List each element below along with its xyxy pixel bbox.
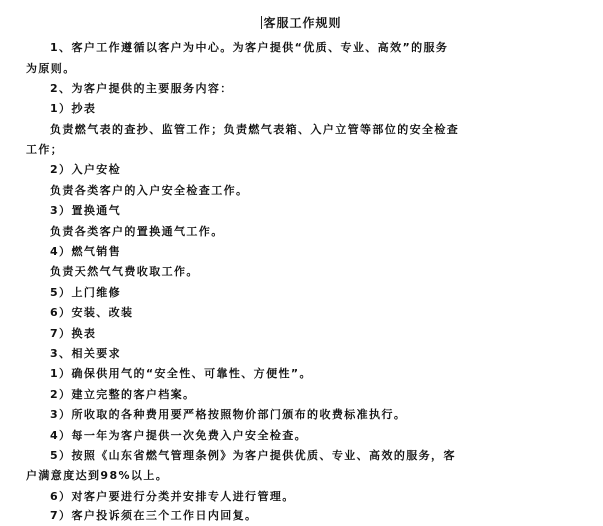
paragraph-line: 5）上门维修 [50,286,122,299]
paragraph-line: 工作； [26,143,64,156]
paragraph-line: 负责燃气表的查抄、监管工作；负责燃气表箱、入户立管等部位的安全检查 [50,123,460,136]
paragraph-line: 3）置换通气 [50,204,122,217]
paragraph-line: 负责各类客户的置换通气工作。 [50,225,224,238]
paragraph-line: 2）建立完整的客户档案。 [50,388,196,401]
paragraph-line: 1）抄表 [50,102,97,115]
paragraph-line: 3、相关要求 [50,347,122,360]
paragraph-line: 1）确保供用气的“安全性、可靠性、方便性”。 [50,367,312,380]
paragraph-line: 户满意度达到98%以上。 [26,469,169,482]
paragraph-line: 7）换表 [50,327,97,340]
paragraph-line: 负责天然气气费收取工作。 [50,265,199,278]
paragraph-line: 2）入户安检 [50,163,122,176]
paragraph-line: 7）客户投诉须在三个工作日内回复。 [50,509,258,522]
paragraph-line: 1、客户工作遵循以客户为中心。为客户提供“优质、专业、高效”的服务 [50,41,449,54]
document-title: 客服工作规则 [263,16,342,30]
paragraph-line: 4）每一年为客户提供一次免费入户安全检查。 [50,429,308,442]
paragraph-line: 6）对客户要进行分类并安排专人进行管理。 [50,490,295,503]
paragraph-line: 3）所收取的各种费用要严格按照物价部门颁布的收费标准执行。 [50,408,407,421]
paragraph-line: 负责各类客户的入户安全检查工作。 [50,184,249,197]
paragraph-line: 6）安装、改装 [50,306,134,319]
paragraph-line: 4）燃气销售 [50,245,122,258]
paragraph-line: 2、为客户提供的主要服务内容： [50,82,233,95]
document-title-row [0,15,603,31]
paragraph-line: 5）按照《山东省燃气管理条例》为客户提供优质、专业、高效的服务，客 [50,449,456,462]
paragraph-line: 为原则。 [26,62,76,75]
